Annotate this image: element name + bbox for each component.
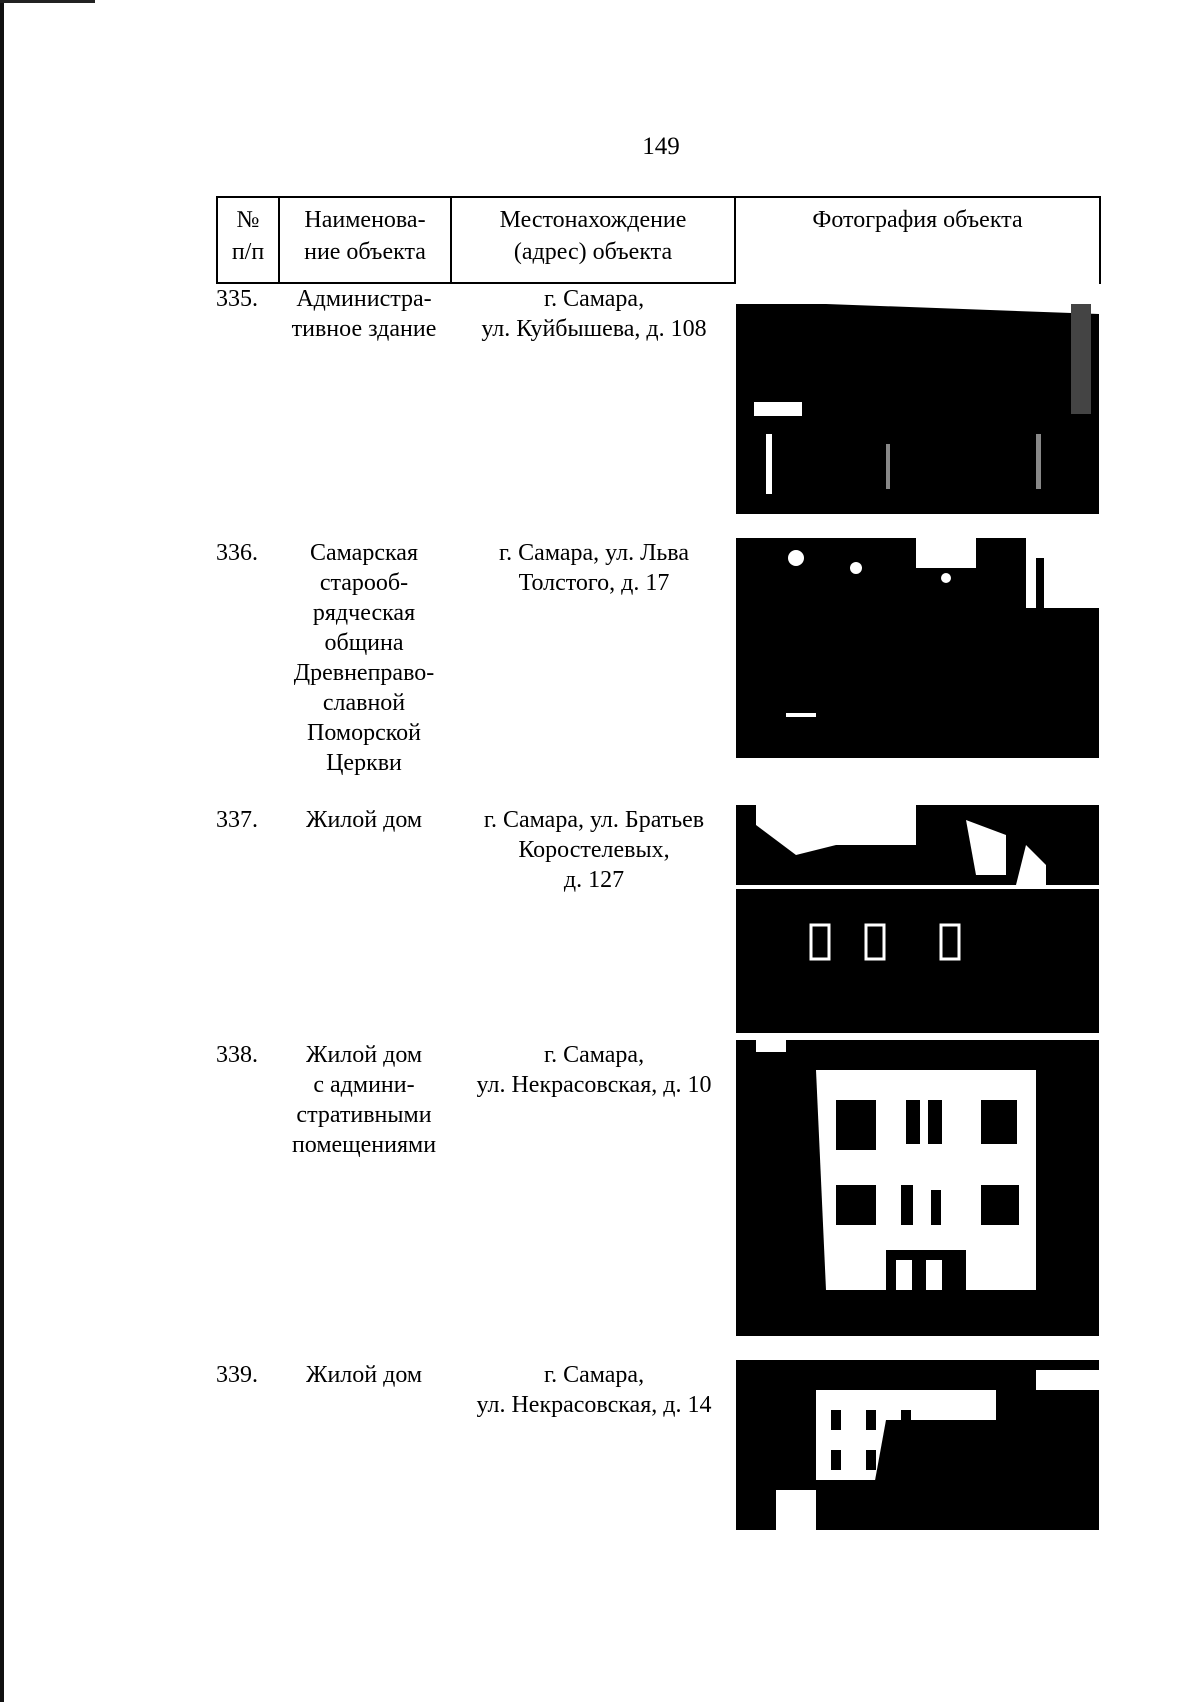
- header-photo: Фотография объекта: [812, 207, 1023, 233]
- name-line: Жилой дом: [305, 807, 423, 833]
- page-number: 149: [642, 133, 680, 160]
- table-row: [216, 538, 1101, 788]
- building-photo-image: [736, 538, 1099, 758]
- header-num-line-2: п/п: [231, 239, 265, 265]
- row-name: [280, 538, 448, 778]
- table-row: [216, 1040, 1101, 1340]
- building-photo-image: [736, 805, 1099, 1033]
- header-top-border: [216, 196, 1101, 198]
- scan-edge-top: [0, 0, 95, 3]
- name-line: Церкви: [326, 750, 402, 776]
- table-row: [216, 284, 1101, 514]
- row-name: [280, 1040, 448, 1160]
- header-name: [280, 204, 450, 268]
- header-address-line-1: Местонахождение: [499, 207, 687, 233]
- name-line: Жилой дом: [305, 1362, 423, 1388]
- table-header: [216, 196, 1101, 284]
- address-line: ул. Куйбышева, д. 108: [481, 316, 707, 342]
- name-line: Поморской: [307, 720, 421, 746]
- object-photo: [736, 1360, 1099, 1530]
- header-address-line-2: (адрес) объекта: [513, 239, 673, 265]
- name-line: Древнеправо-: [293, 660, 435, 686]
- address-line: г. Самара,: [543, 1362, 645, 1388]
- building-photo-image: [736, 1360, 1099, 1530]
- building-photo-image: [736, 1040, 1099, 1336]
- name-line: с админи-: [313, 1072, 415, 1098]
- name-line: стративными: [296, 1102, 432, 1128]
- row-name: [280, 1360, 448, 1390]
- address-line: г. Самара,: [543, 286, 645, 312]
- row-address: [452, 1360, 736, 1420]
- header-name-line-2: ние объекта: [304, 239, 426, 265]
- name-line: Администра-: [296, 286, 432, 312]
- address-line: г. Самара, ул. Братьев: [483, 807, 705, 833]
- name-line: Жилой дом: [305, 1042, 423, 1068]
- name-line: славной: [322, 690, 406, 716]
- header-name-line-1: Наименова-: [304, 207, 426, 233]
- row-num: 336.: [216, 540, 258, 566]
- row-address: [452, 538, 736, 598]
- header-col-divider-5: [1099, 196, 1101, 284]
- header-num: [218, 204, 278, 268]
- row-name: [280, 805, 448, 835]
- address-line: д. 127: [563, 867, 625, 893]
- header-num-line-1: №: [236, 207, 260, 233]
- address-line: Коростелевых,: [518, 837, 670, 863]
- name-line: старооб-: [319, 570, 409, 596]
- table-row: [216, 805, 1101, 1035]
- address-line: ул. Некрасовская, д. 10: [476, 1072, 712, 1098]
- address-line: ул. Некрасовская, д. 14: [476, 1392, 712, 1418]
- row-num: 337.: [216, 807, 258, 833]
- address-line: г. Самара, ул. Льва: [499, 540, 689, 566]
- header-address: [452, 204, 734, 268]
- object-photo: [736, 1040, 1099, 1336]
- row-num: 335.: [216, 286, 258, 312]
- row-name: [280, 284, 448, 344]
- table-row: [216, 1360, 1101, 1532]
- name-line: рядческая: [312, 600, 416, 626]
- row-num: 339.: [216, 1362, 258, 1388]
- name-line: община: [324, 630, 404, 656]
- object-photo: [736, 538, 1099, 758]
- building-photo-image: [736, 284, 1099, 514]
- object-photo: [736, 284, 1099, 514]
- name-line: помещениями: [291, 1132, 437, 1158]
- row-address: [452, 805, 736, 895]
- row-num: 338.: [216, 1042, 258, 1068]
- row-address: [452, 284, 736, 344]
- row-address: [452, 1040, 736, 1100]
- address-line: Толстого, д. 17: [518, 570, 670, 596]
- scan-edge-left: [0, 0, 4, 1702]
- object-photo: [736, 805, 1099, 1033]
- address-line: г. Самара,: [543, 1042, 645, 1068]
- name-line: Самарская: [310, 540, 418, 566]
- name-line: тивное здание: [291, 316, 437, 342]
